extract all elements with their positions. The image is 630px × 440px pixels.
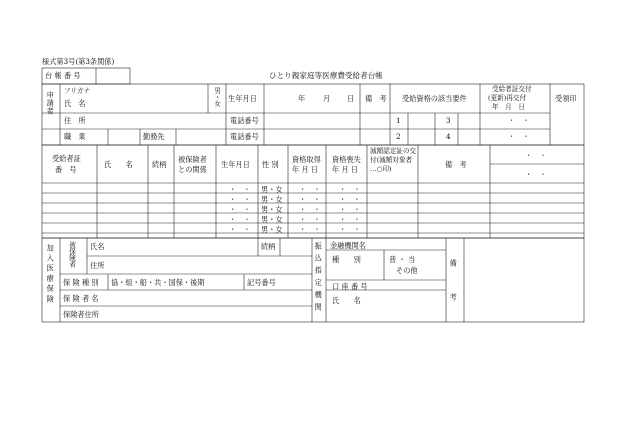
- recipient-number-label-2: 番 号: [55, 165, 77, 174]
- insurance-section-label: 加入医療保険: [46, 244, 56, 306]
- account-type-options-2: その他: [396, 266, 418, 275]
- row-lost: ・ ・: [339, 215, 361, 224]
- row-birth: ・ ・: [229, 215, 251, 224]
- account-holder-label: 氏 名: [332, 296, 361, 305]
- acquired-label-2: 年 月 日: [292, 165, 319, 174]
- row-lost: ・ ・: [339, 205, 361, 214]
- row-lost: ・ ・: [339, 195, 361, 204]
- recipient-birth-label: 生年月日: [221, 160, 250, 169]
- reduction-label-1: 減額認定証の交: [370, 147, 417, 155]
- row-gender: 男・女: [261, 195, 283, 204]
- eligibility-3: 3: [446, 116, 451, 125]
- row-birth: ・ ・: [229, 205, 251, 214]
- birth-month-label: 月: [323, 94, 331, 103]
- applicant-phone-label: 電話番号: [230, 116, 259, 125]
- row-lost: ・ ・: [339, 225, 361, 234]
- account-type-options-1: 普 ・ 当: [389, 255, 416, 264]
- applicant-address-label: 住 所: [64, 116, 86, 125]
- insured-address-label: 住所: [90, 261, 105, 270]
- insured-relation-label-1: 被保険者: [178, 155, 207, 164]
- issue-label-line3: 年 月 日: [492, 103, 525, 111]
- occupation-label: 職 業: [64, 132, 86, 141]
- birth-year-label: 年: [298, 94, 306, 103]
- form-title: ひとり親家庭等医療費受給者台帳: [269, 71, 383, 80]
- recipient-gender-label: 性 別: [262, 160, 279, 169]
- symbol-number-label: 記号番号: [247, 278, 276, 287]
- row-gender: 男・女: [261, 185, 283, 194]
- workplace-label: 勤務先: [143, 132, 165, 141]
- reduction-label-2: 付(減額対象者: [370, 156, 413, 164]
- issue-date-1: ・ ・: [508, 116, 530, 125]
- row-gender: 男・女: [261, 215, 283, 224]
- row-acquired: ・ ・: [299, 215, 321, 224]
- recipient-date-1: ・ ・: [525, 151, 547, 160]
- lost-label-1: 資格喪失: [332, 155, 361, 164]
- account-type-label: 種 別: [332, 255, 361, 264]
- applicant-remarks-label: 備 考: [365, 94, 387, 103]
- applicant-section-label: 申請者: [46, 91, 56, 116]
- applicant-name-label: 氏 名: [64, 99, 86, 108]
- form-number: 様式第3号(第3条関係): [42, 57, 115, 66]
- row-acquired: ・ ・: [299, 185, 321, 194]
- insurer-address-label: 保険者住所: [63, 310, 99, 319]
- issue-date-2: ・ ・: [508, 132, 530, 141]
- row-birth: ・ ・: [229, 225, 251, 234]
- furigana-label: フリガナ: [64, 87, 91, 95]
- row-gender: 男・女: [261, 225, 283, 234]
- recipient-remarks-label: 備 考: [445, 160, 467, 169]
- row-acquired: ・ ・: [299, 225, 321, 234]
- insured-label: 被保険者: [67, 241, 76, 268]
- row-birth: ・ ・: [229, 185, 251, 194]
- transfer-section-label: 振込指定機関: [314, 242, 324, 316]
- insurer-name-label: 保 険 者 名: [63, 294, 99, 303]
- eligibility-2: 2: [396, 132, 401, 141]
- insurance-type-options: 協・組・船・共・国保・後期: [111, 278, 205, 287]
- transfer-remarks-label: 備 考: [449, 259, 459, 311]
- applicant-gender-label: 男・女: [212, 87, 221, 107]
- issue-label-line2: (更新)再交付: [488, 94, 527, 102]
- row-acquired: ・ ・: [299, 195, 321, 204]
- eligibility-label: 受給資格の該当要件: [402, 94, 467, 103]
- account-number-label: 口 座 番 号: [332, 282, 368, 291]
- recipient-relation-label: 続柄: [152, 160, 167, 169]
- reduction-label-3: …○印): [370, 165, 392, 173]
- insurance-type-label: 保 険 種 別: [63, 278, 99, 287]
- lost-label-2: 年 月 日: [332, 165, 359, 174]
- birth-day-label: 日: [347, 94, 355, 103]
- receipt-seal-label: 受領印: [555, 94, 577, 103]
- workplace-phone-label: 電話番号: [230, 132, 259, 141]
- row-acquired: ・ ・: [299, 205, 321, 214]
- eligibility-4: 4: [446, 132, 451, 141]
- recipient-number-label-1: 受給者証: [52, 154, 81, 163]
- row-lost: ・ ・: [339, 185, 361, 194]
- eligibility-1: 1: [396, 116, 401, 125]
- insured-relation-label-2: との関係: [178, 165, 207, 174]
- acquired-label-1: 資格取得: [292, 155, 321, 164]
- recipient-date-2: ・ ・: [525, 170, 547, 179]
- insured-relation-label: 続柄: [261, 242, 276, 251]
- issue-label-line1: 受給者証交付: [492, 85, 532, 93]
- bank-name-label: 金融機関名: [330, 241, 366, 250]
- insured-name-label: 氏名: [90, 242, 105, 251]
- applicant-birth-label: 生年月日: [228, 94, 257, 103]
- row-gender: 男・女: [261, 205, 283, 214]
- row-birth: ・ ・: [229, 195, 251, 204]
- ledger-number-label: 台 帳 番 号: [45, 71, 81, 80]
- recipient-name-label: 氏 名: [104, 160, 133, 169]
